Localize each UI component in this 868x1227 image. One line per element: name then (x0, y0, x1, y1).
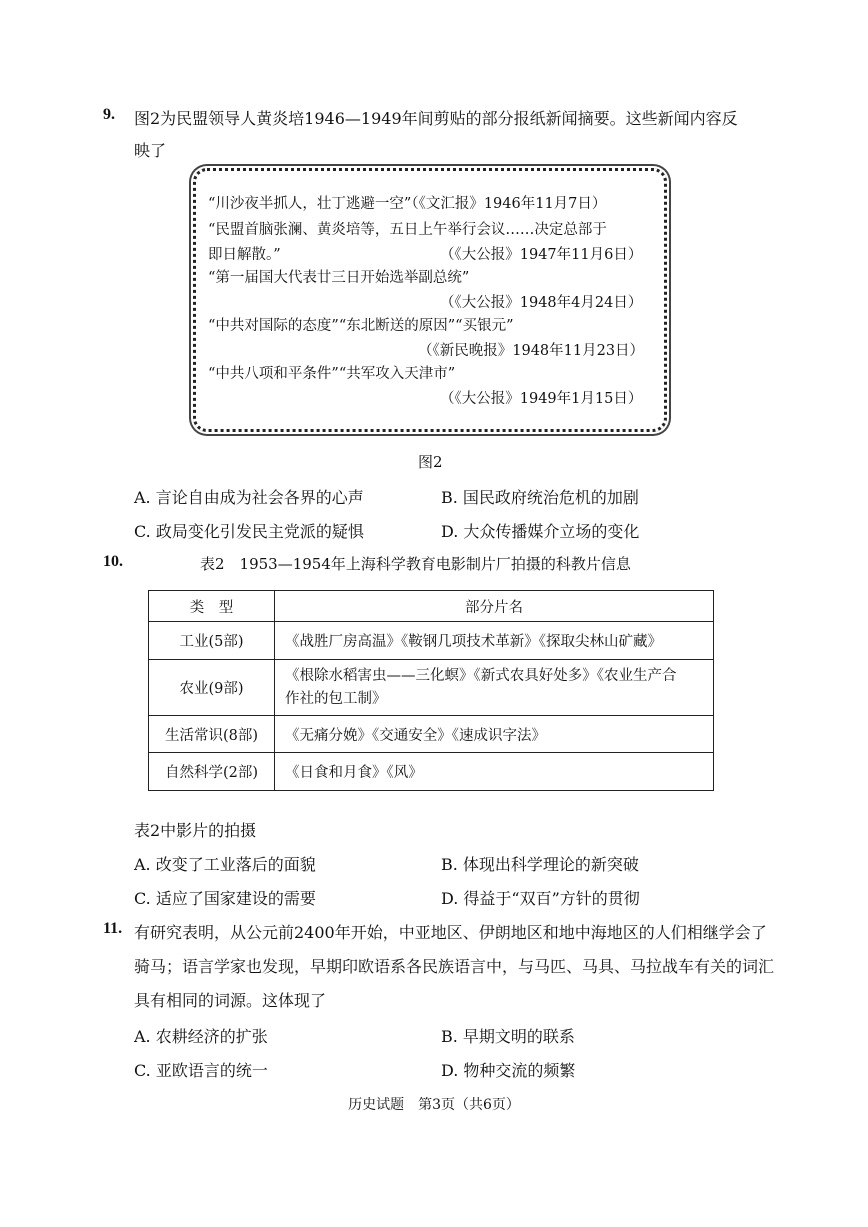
cell-type: 工业(5部) (149, 622, 275, 660)
table-header-row (149, 591, 714, 622)
q11-stem-line2: 骑马；语言学家也发现，早期印欧语系各民族语言中，与马匹、马具、马拉战车有关的词汇 (134, 957, 775, 976)
clipping-source: （《大公报》1948年4月24日） (440, 295, 643, 311)
clipping-line: “第一届国大代表廿三日开始选举副总统” (208, 270, 470, 286)
cell-films-line: 《根除水稻害虫——三化螟》《新式农具好处多》《农业生产合 (285, 667, 677, 684)
q9-option-a[interactable]: A. 言论自由成为社会各界的心声 (134, 488, 364, 507)
q9-option-b[interactable]: B. 国民政府统治危机的加剧 (441, 488, 639, 507)
clipping-line: 即日解散。” (208, 247, 281, 263)
table-row (149, 753, 714, 791)
q9-figure-caption: 图2 (418, 453, 443, 471)
cell-type: 农业(9部) (149, 660, 275, 716)
q10-option-d[interactable]: D. 得益于“双百”方针的贯彻 (441, 889, 640, 908)
cell-type: 自然科学(2部) (149, 753, 275, 791)
q11-stem-line3: 具有相同的词源。这体现了 (134, 991, 327, 1010)
table-row (149, 622, 714, 660)
q11-stem-line1: 有研究表明，从公元前2400年开始，中亚地区、伊朗地区和地中海地区的人们相继学会了 (134, 923, 767, 942)
table-row (149, 716, 714, 753)
table-row (149, 660, 714, 716)
cell-films: 《日食和月食》《风》 (275, 753, 714, 791)
q11-option-a[interactable]: A. 农耕经济的扩张 (134, 1027, 268, 1046)
clipping-line: “中共对国际的态度”“东北断送的原因”“买银元” (208, 318, 514, 334)
q9-number: 9. (103, 106, 115, 123)
q10-stem: 表2中影片的拍摄 (134, 821, 257, 840)
q11-option-d[interactable]: D. 物种交流的频繁 (441, 1061, 576, 1080)
q11-option-b[interactable]: B. 早期文明的联系 (441, 1027, 575, 1046)
cell-films-line: 作社的包工制》 (285, 690, 387, 707)
q11-number: 11. (103, 920, 123, 937)
q9-option-d[interactable]: D. 大众传播媒介立场的变化 (441, 522, 640, 541)
q10-option-c[interactable]: C. 适应了国家建设的需要 (134, 889, 316, 908)
clipping-source: （《大公报》1949年1月15日） (440, 391, 643, 407)
cell-type: 生活常识(8部) (149, 716, 275, 753)
clipping-source: （《新民晚报》1948年11月23日） (418, 343, 645, 359)
clipping-line: “中共八项和平条件”“共军攻入天津市” (208, 366, 456, 382)
q11-option-c[interactable]: C. 亚欧语言的统一 (134, 1061, 268, 1080)
clipping-line: “民盟首脑张澜、黄炎培等，五日上午举行会议……决定总部于 (208, 222, 607, 238)
cell-films (275, 660, 714, 716)
q10-option-b[interactable]: B. 体现出科学理论的新突破 (441, 855, 639, 874)
page-footer: 历史试题 第3页（共6页） (348, 1097, 520, 1113)
q10-number: 10. (103, 553, 123, 570)
clipping-line: “川沙夜半抓人，壮丁逃避一空”（《文汇报》1946年11月7日） (208, 196, 607, 212)
q9-option-c[interactable]: C. 政局变化引发民主党派的疑惧 (134, 522, 364, 541)
header-films: 部分片名 (275, 591, 714, 622)
clipping-source: （《大公报》1947年11月6日） (440, 247, 643, 263)
q10-table-title: 表2 1953—1954年上海科学教育电影制片厂拍摄的科教片信息 (200, 555, 631, 573)
cell-films: 《战胜厂房高温》《鞍钢几项技术革新》《探取尖林山矿藏》 (275, 622, 714, 660)
header-type: 类 型 (149, 591, 275, 622)
cell-films: 《无痛分娩》《交通安全》《速成识字法》 (275, 716, 714, 753)
q10-option-a[interactable]: A. 改变了工业落后的面貌 (134, 855, 316, 874)
q10-table (148, 590, 714, 791)
q9-stem-line2: 映了 (134, 141, 167, 160)
q9-stem-line1: 图2为民盟领导人黄炎培1946—1949年间剪贴的部分报纸新闻摘要。这些新闻内容反 (134, 109, 738, 128)
